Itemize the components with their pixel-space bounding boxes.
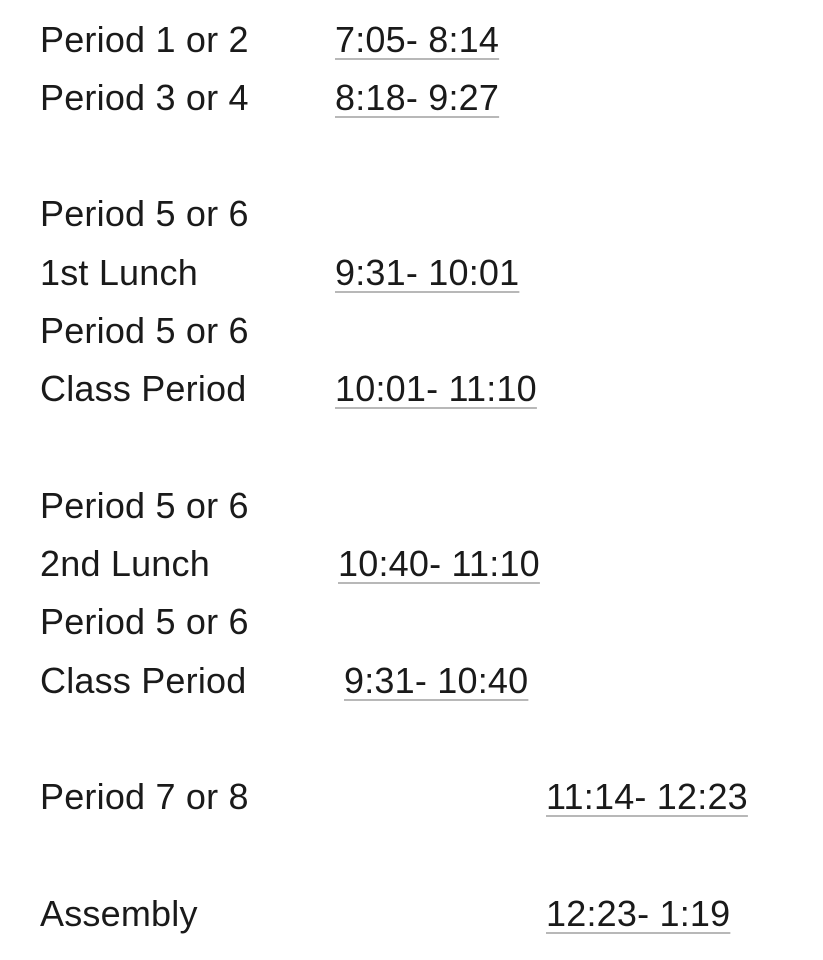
period-time: 9:31- 10:40	[344, 660, 529, 701]
period-label: Period 5 or 6	[40, 310, 249, 351]
period-time: 11:14- 12:23	[546, 776, 748, 817]
period-time: 10:40- 11:10	[338, 543, 540, 584]
period-label: Class Period	[40, 368, 247, 409]
period-label: Period 1 or 2	[40, 19, 249, 60]
period-time: 10:01- 11:10	[335, 368, 537, 409]
period-time: 12:23- 1:19	[546, 893, 731, 934]
period-time: 8:18- 9:27	[335, 77, 500, 118]
period-label: Period 3 or 4	[40, 77, 249, 118]
period-label: Assembly	[40, 893, 198, 934]
period-label: Period 5 or 6	[40, 193, 249, 234]
period-label: Period 5 or 6	[40, 601, 249, 642]
period-label: 1st Lunch	[40, 252, 198, 293]
period-time: 7:05- 8:14	[335, 19, 500, 60]
period-label: Class Period	[40, 660, 247, 701]
period-label: Period 7 or 8	[40, 776, 249, 817]
period-label: Period 5 or 6	[40, 485, 249, 526]
period-label: 2nd Lunch	[40, 543, 210, 584]
period-time: 9:31- 10:01	[335, 252, 520, 293]
